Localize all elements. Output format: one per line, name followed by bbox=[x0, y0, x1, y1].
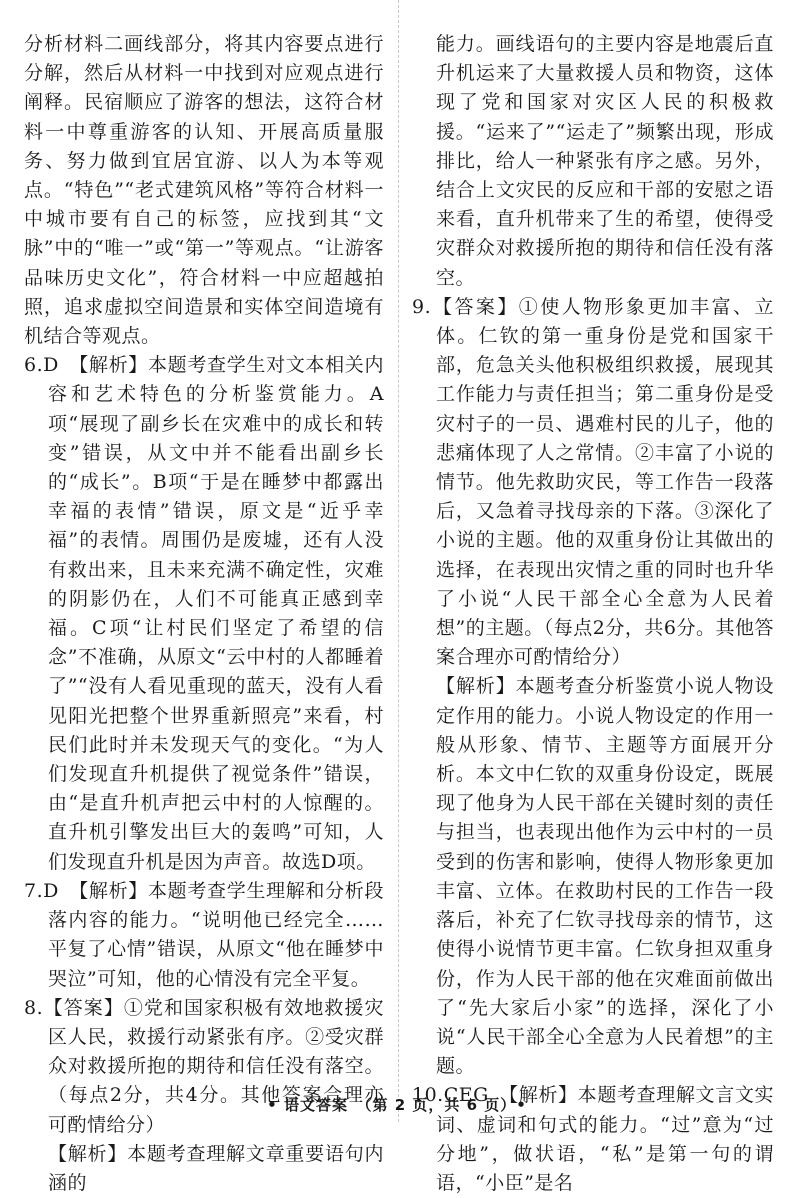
answer-item-6: 6.D 【解析】本题考查学生对文本相关内容和艺术特色的分析鉴赏能力。A项“展现了副乡长在灾难中的成长和转变”错误，从文中并不能看出副乡长的“成长”。B项“于是在睡梦中都露出幸福的表情”错误，原文是“近乎幸福”的表情。周围仍是废墟，还有人没有救出来，且未来充满不确定性，灾难的阴影仍在，人们不可能真正感到幸福。C项“让村民们坚定了希望的信念”不准确，从原文“云中村的人都睡着了”“没有人看见重现的蓝天，没有人看见阳光把整个世界重新照亮”来看，村民们此时并未发现天气的变化。“为人们发现直升机提供了视觉条件”错误，由“是直升机声把云中村的人惊醒的。直升机引擎发出巨大的轰鸣”可知，人们发现直升机是因为声音。故选D项。 bbox=[24, 354, 384, 873]
answer-item-9: 9.【答案】①使人物形象更加丰富、立体。仁钦的第一重身份是党和国家干部，危急关头他积极组织救援，展现其工作能力与责任担当；第二重身份是受灾村子的一员、遇难村民的儿子，他的悲痛体现了人之常情。②丰富了小说的情节。他先救助灾民，等工作告一段落后，又急着寻找母亲的下落。③深化了小说的主题。他的双重身份让其做出的选择，在表现出灾情之重的同时也升华了小说“人民干部全心全意为人民着想”的主题。（每点2分，共6分。其他答案合理亦可酌情给分） bbox=[412, 295, 774, 669]
analysis-item-8-continued: 能力。画线语句的主要内容是地震后直升机运来了大量救援人员和物资，这体现了党和国家对灾区人民的积极救援。“运来了”“运走了”频繁出现，形成排比，给人一种紧张有序之感。另外，结合上文灾民的反应和干部的安慰之语来看，直升机带来了生的希望，使得受灾群众对救援所抱的期待和信任没有落空。 bbox=[436, 33, 774, 289]
answer-item-7: 7.D 【解析】本题考查学生理解和分析段落内容的能力。“说明他已经完全……平复了心情”错误，从原文“他在睡梦中哭泣”可知，他的心情没有完全平复。 bbox=[24, 879, 384, 990]
answer-item-8: 8.【答案】①党和国家积极有效地救援灾区人民，救援行动紧张有序。②受灾群众对救援所抱的期待和信任没有落空。（每点2分，共4分。其他答案合理亦可酌情给分） bbox=[24, 996, 384, 1136]
answer-item-10: 10.CEG 【解析】本题考查理解文言文实词、虚词和句式的能力。“过”意为“过分地”，做状语，“私”是第一句的谓语，“小臣”是名 bbox=[412, 1084, 774, 1194]
left-column bbox=[24, 30, 384, 1198]
column-divider bbox=[398, 0, 399, 1122]
page-footer: • 语文答案 （第 2 页，共 6 页）• bbox=[267, 1096, 527, 1114]
analysis-item-9: 【解析】本题考查分析鉴赏小说人物设定作用的能力。小说人物设定的作用一般从形象、情节、主题等方面展开分析。本文中仁钦的双重身份设定，既展现了他身为人民干部在关键时刻的责任与担当，也表现出他作为云中村的一员受到的伤害和影响，使得人物形象更加丰富、立体。在救助村民的工作告一段落后，补充了仁钦寻找母亲的情节，这使得小说情节更丰富。仁钦身担双重身份，作为人民干部的他在灾难面前做出了“先大家后小家”的选择，深化了小说“人民干部全心全意为人民着想”的主题。 bbox=[436, 675, 774, 1078]
analysis-item-8: 【解析】本题考查理解文章重要语句内涵的 bbox=[48, 1142, 384, 1194]
paragraph-continuation: 分析材料二画线部分，将其内容要点进行分解，然后从材料一中找到对应观点进行阐释。民宿顺应了游客的想法，这符合材料一中尊重游客的认知、开展高质量服务、努力做到宜居宜游、以人为本等观点。“特色”“老式建筑风格”等符合材料一中城市要有自己的标签，应找到其“文脉”中的“唯一”或“第一”等观点。“让游客品味历史文化”，符合材料一中应超越拍照，追求虚拟空间造景和实体空间造境有机结合等观点。 bbox=[24, 33, 384, 348]
right-column bbox=[412, 30, 774, 1198]
